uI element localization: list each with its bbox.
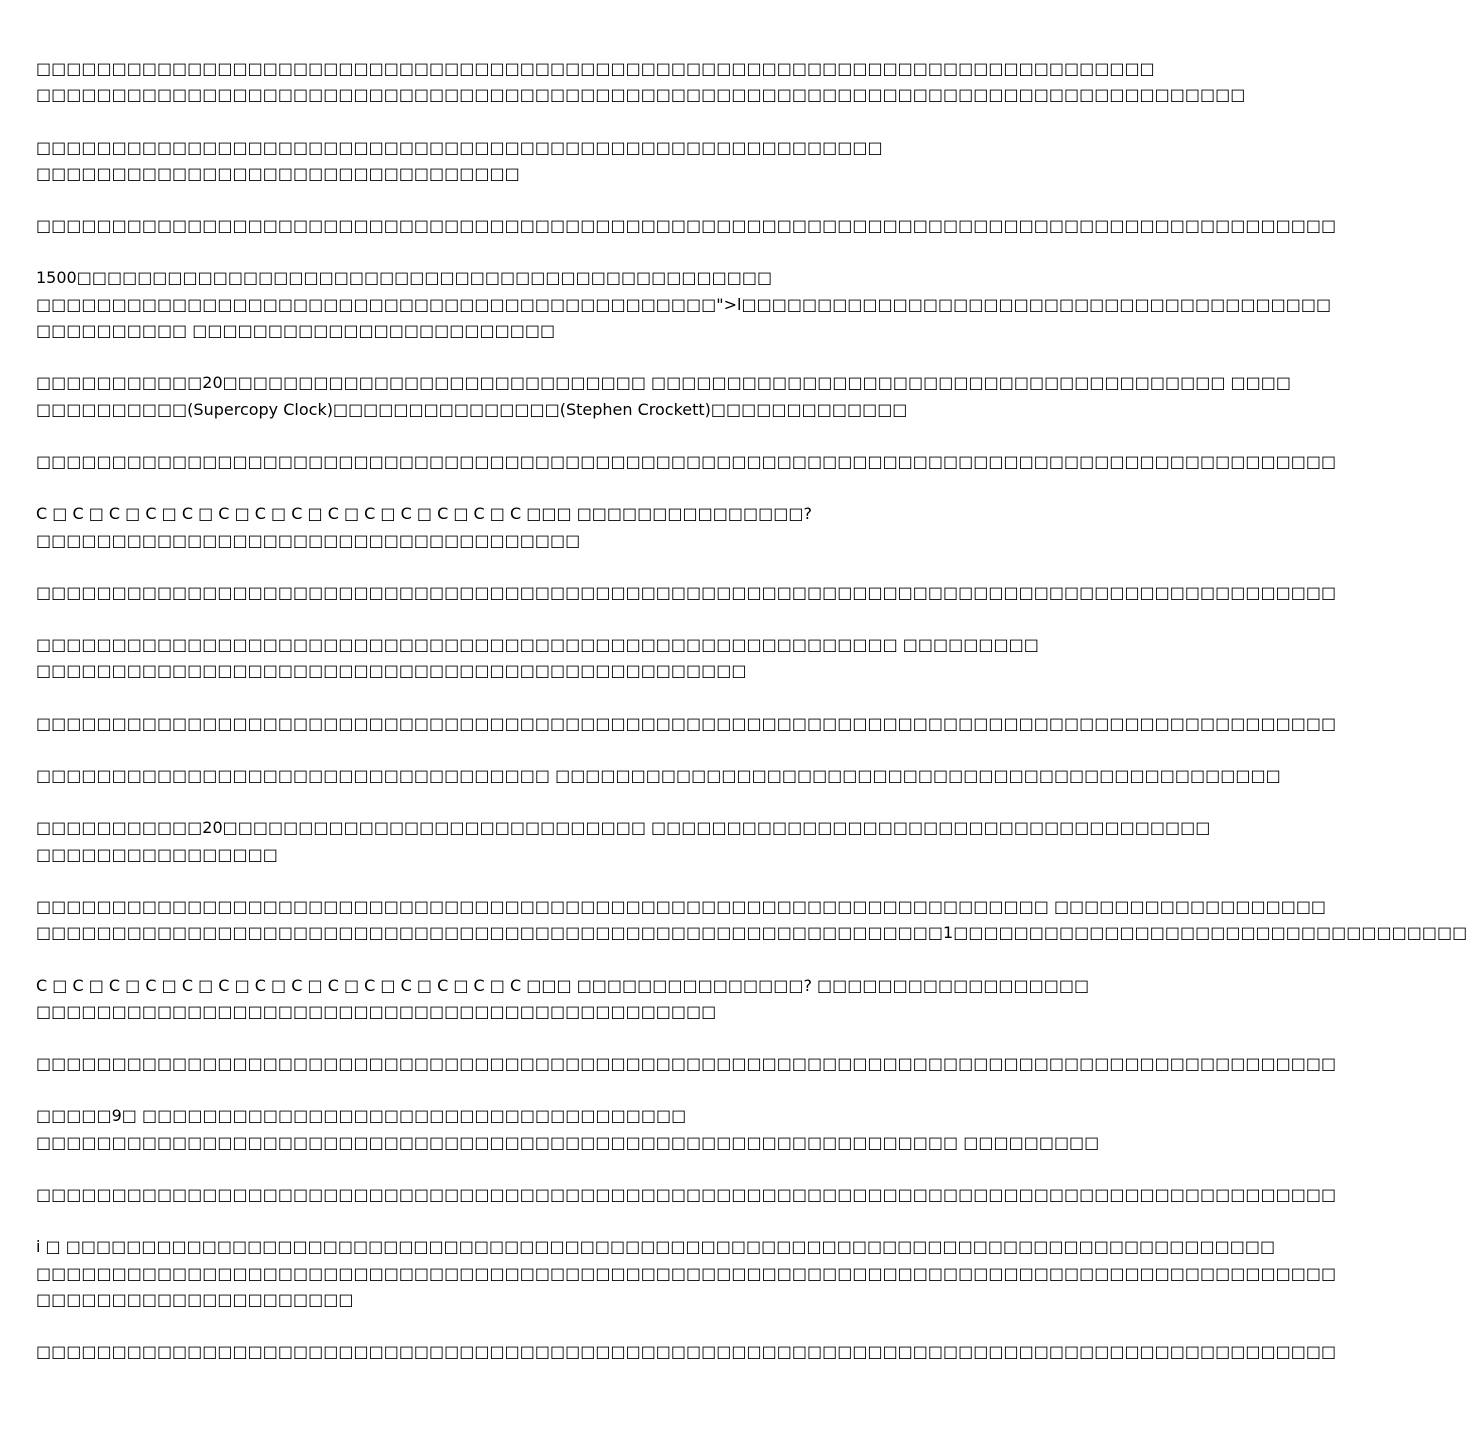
text-line: □□□□□□□□□□□□□□□□	[36, 844, 278, 864]
text-line: □□□□□□□□□□□□□□□□□□□□□□□□□□□□□□□□□□□□□□□□□□□□□□□□□□□□□□□□□□□□□□□□□□□□□□□□□□□□□□□□□□□□□□	[36, 1263, 1337, 1283]
paragraph	[36, 135, 990, 188]
text-line: □□□□□□□□□□□□□□□□□□□□□□□□□□□□□□□□□□□□□□□□□□□□□□□□□□□□□□□□□□□□□□□□□□□□□□□□□□□□□□□□□□□□□□	[36, 1054, 1337, 1074]
paragraph	[36, 1103, 1100, 1156]
paragraph	[36, 370, 1292, 423]
text-line: □□□□□□□□□□□□□□□□□□□□□□□□□□□□□□□□□□□□□□□□□□□□□□□□□□□□□□□□□□□□□□□□□□□□□□□□□□□□□□□□□□□□□□	[36, 1342, 1337, 1362]
text-line: □□□□□□□□□□□□□□□□□□□□□□□□□□□□□□□□□□□□	[36, 530, 581, 550]
text-line: □□□□□□□□□□□□□□□□□□□□□□□□□□□□□□□□□□□□□□□□□□□□□□□□□□□□□□□□□□□□□□□□□□□ □□□□□□□□□□□□□□□□□□	[36, 896, 1327, 916]
text-line: □□□□□□□□□□□□□□□□□□□□□□□□□□□□□□□□□□□□□□□□□□□□□	[36, 1001, 717, 1021]
text-line: □□□□□□□□□□□□□□□□□□□□□□□□□□□□□□□□□□□□□□□□□□□□□□□□□□□□□□□□□□□□□□□□□□□□□□□□□□□□□□□□□□□□□□	[36, 451, 1337, 471]
text-line: □□□□□□□□□□□□□□□□□□□□□□□□□□□□□□□□	[36, 163, 520, 183]
paragraph	[36, 213, 1337, 239]
text-line: i □ □□□□□□□□□□□□□□□□□□□□□□□□□□□□□□□□□□□□□□□□□□□□□□□□□□□□□□□□□□□□□□□□□□□□□□□□□□□□□□□□	[36, 1237, 1276, 1257]
paragraph	[36, 1234, 1337, 1313]
paragraph	[36, 711, 1337, 737]
text-line: □□□□□□□□□□□□□□□□□□□□□□□□□□□□□□□□□□□□□□□□□□□□□□□□□□□□□□□□□□□□□□□□□□□□□□□□□□□□□□□□	[36, 85, 1246, 105]
paragraph	[36, 973, 1090, 1026]
text-line: □□□□□□□□□□□□□□□□□□□□□□□□□□□□□□□□□□□□□□□□□□□□□□□	[36, 661, 747, 681]
text-line: □□□□□□□□□□(Supercopy Clock)□□□□□□□□□□□□□□□(Stephen Crockett)□□□□□□□□□□□□□	[36, 399, 908, 419]
text-line: □□□□□□□□□□□□□□□□□□□□□□□□□□□□□□□□□□□□□□□□□□□□□□□□□□□□□□□□□□□□□□□□□□□□□□□□□□	[36, 59, 1155, 78]
text-line: □□□□□□□□□□□□□□□□□□□□□□□□□□□□□□□□□□□□□□□□□□□□□□□□□□□□□□□□□□□□1□□□□□□□□□□□□□□□□□□□□□□□□□□□□□□□□□□	[36, 923, 1467, 943]
text-line: □□□□□□□□□□□□□□□□□□□□□□□□□□□□□□□□□□□□□□□□□□□□□□□□□□□□□□□□□□□□□□□□□□□□□□□□□□□□□□□□□□□□□□	[36, 713, 1337, 733]
paragraph	[36, 815, 1211, 868]
text-line: □□□□□□□□□□ □□□□□□□□□□□□□□□□□□□□□□□□	[36, 321, 556, 341]
text-line: □□□□□□□□□□□□□□□□□□□□□□□□□□□□□□□□□□□□□□□□□□□□□□□□□□□□□□□□□□□□□□□□□□□□□□□□□□□□□□□□□□□□□□	[36, 1185, 1337, 1205]
paragraph	[36, 1051, 1337, 1077]
text-line: □□□□□□□□□□□□□□□□□□□□□□□□□□□□□□□□□□□□□□□□□□□□□□□□□□□□□□□□□ □□□□□□□□□	[36, 635, 1039, 655]
text-line: □□□□□□□□□□□□□□□□□□□□□□□□□□□□□□□□□□□□□□□□□□□□□□□□□□□□□□□□□□□□□□□□□□□□□□□□□□□□□□□□□□□□□□	[36, 216, 1337, 236]
text-line: C □ C □ C □ C □ C □ C □ C □ C □ C □ C □ C □ C □ C □ C □□□ □□□□□□□□□□□□□□□? □□□□□□□□□□□□□□□□□□	[36, 975, 1090, 995]
text-line: □□□□□□□□□□□□□□□□□□□□□□□□□□□□□□□□□□□□□□□□□□□□□">l□□□□□□□□□□□□□□□□□□□□□□□□□□□□□□□□□□□□□□□	[36, 294, 1332, 314]
text-line: 1500□□□□□□□□□□□□□□□□□□□□□□□□□□□□□□□□□□□□□□□□□□□□□□	[36, 268, 773, 288]
text-line: C □ C □ C □ C □ C □ C □ C □ C □ C □ C □ C □ C □ C □ C □□□ □□□□□□□□□□□□□□□?	[36, 504, 812, 524]
paragraph	[36, 265, 1332, 344]
paragraph	[36, 1339, 1337, 1365]
paragraph	[36, 632, 1039, 685]
text-line: □□□□□□□□□□□20□□□□□□□□□□□□□□□□□□□□□□□□□□□□ □□□□□□□□□□□□□□□□□□□□□□□□□□□□□□□□□□□□□□ □□□□	[36, 373, 1292, 393]
text-line: □□□□□□□□□□□20□□□□□□□□□□□□□□□□□□□□□□□□□□□□ □□□□□□□□□□□□□□□□□□□□□□□□□□□□□□□□□□□□□	[36, 818, 1211, 838]
text-line: □□□□□□□□□□□□□□□□□□□□□	[36, 1289, 354, 1309]
paragraph	[36, 894, 1467, 947]
text-line: □□□□□□□□□□□□□□□□□□□□□□□□□□□□□□□□□□□□□□□□□□□□□□□□□□□□□□□□	[36, 137, 883, 157]
text-line: □□□□□□□□□□□□□□□□□□□□□□□□□□□□□□□□□□ □□□□□□□□□□□□□□□□□□□□□□□□□□□□□□□□□□□□□□□□□□□□□□□□	[36, 766, 1281, 786]
paragraph	[36, 449, 1337, 475]
text-line: □□□□□9□ □□□□□□□□□□□□□□□□□□□□□□□□□□□□□□□□□□□□	[36, 1106, 687, 1126]
paragraph	[36, 501, 990, 554]
paragraph	[36, 580, 1337, 606]
text-line: □□□□□□□□□□□□□□□□□□□□□□□□□□□□□□□□□□□□□□□□□□□□□□□□□□□□□□□□□□□□□ □□□□□□□□□	[36, 1132, 1100, 1152]
document-body	[36, 56, 1467, 1392]
text-line: □□□□□□□□□□□□□□□□□□□□□□□□□□□□□□□□□□□□□□□□□□□□□□□□□□□□□□□□□□□□□□□□□□□□□□□□□□□□□□□□□□□□□□	[36, 582, 1337, 602]
paragraph	[36, 763, 1281, 789]
paragraph	[36, 1182, 1337, 1208]
paragraph	[36, 56, 1246, 109]
